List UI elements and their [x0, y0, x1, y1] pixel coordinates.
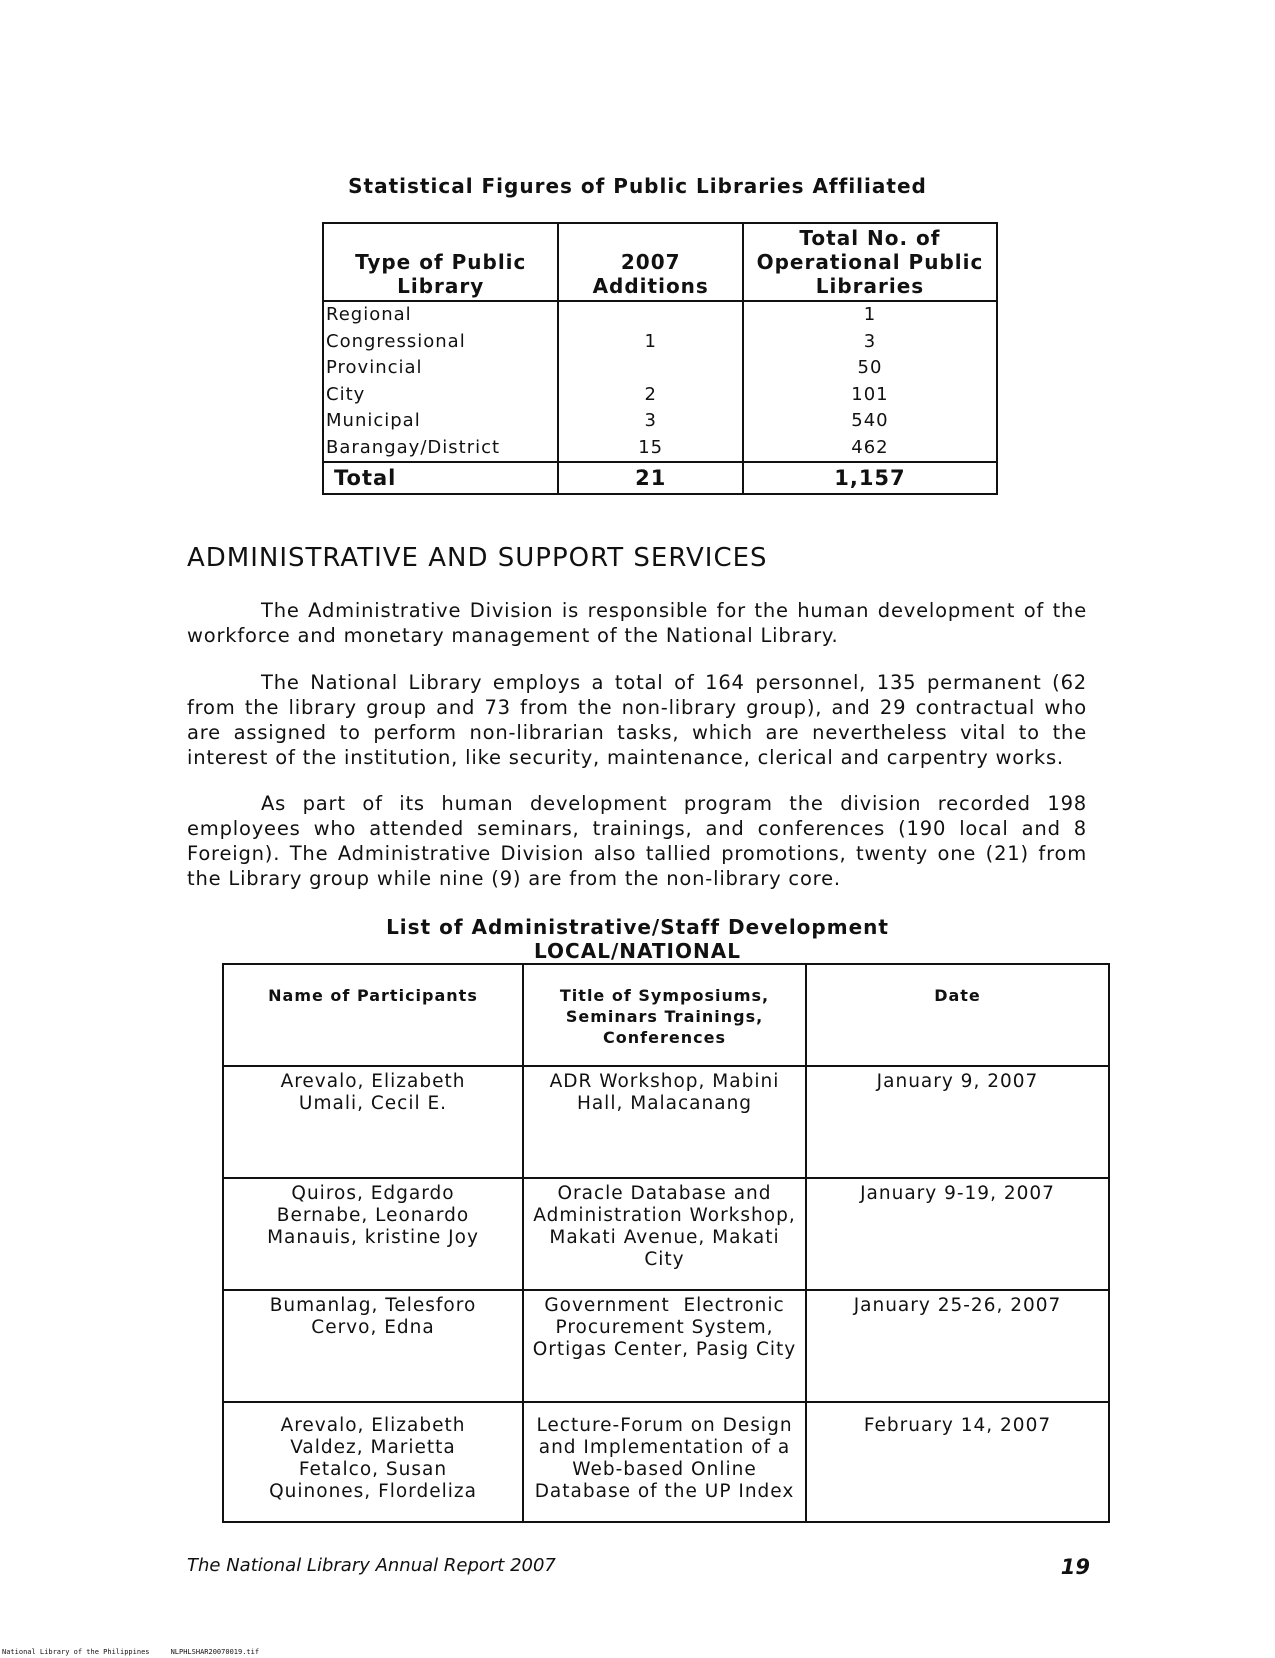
staff-cell-title: Lecture-Forum on Design and Implementation of a Web-based Online Database of the UP Index [523, 1402, 806, 1522]
stats-cell-total: 50 [743, 355, 997, 382]
stats-total-total: 1,157 [743, 462, 997, 494]
stats-total-row [323, 462, 997, 494]
table-row [323, 355, 997, 382]
table-row [323, 408, 997, 435]
stats-cell-type: Regional [323, 301, 558, 329]
staff-table-subtitle: LOCAL/NATIONAL [534, 939, 741, 963]
staff-table [222, 963, 1110, 1523]
staff-cell-title: Oracle Database and Administration Workshop, Makati Avenue, Makati City [523, 1178, 806, 1290]
staff-cell-title: Government Electronic Procurement System, Ortigas Center, Pasig City [523, 1290, 806, 1402]
staff-table-title [0, 915, 1275, 963]
stats-cell-total: 101 [743, 382, 997, 409]
table-row [323, 301, 997, 329]
stats-cell-total: 1 [743, 301, 997, 329]
stats-table-title: Statistical Figures of Public Libraries Affiliated [348, 174, 927, 198]
section-heading: ADMINISTRATIVE AND SUPPORT SERVICES [187, 543, 768, 573]
staff-cell-date: February 14, 2007 [806, 1402, 1109, 1522]
scan-tag: National Library of the Philippines NLPHLSHAR20070019.tif [2, 1648, 260, 1656]
staff-cell-title: ADR Workshop, Mabini Hall, Malacanang [523, 1066, 806, 1178]
stats-cell-total: 462 [743, 435, 997, 463]
table-row [223, 1066, 1109, 1178]
table-row [223, 1290, 1109, 1402]
paragraph: The Administrative Division is responsible for the human development of the workforce and monetary management of the National Library. [187, 599, 1087, 647]
stats-cell-type: Municipal [323, 408, 558, 435]
staff-header-title: Title of Symposiums, Seminars Trainings, Conferences [523, 964, 806, 1066]
paragraph: As part of its human development program the division recorded 198 employees who attended seminars, trainings, and conferences (190 local and 8 Foreign). The Administrative Division also tallied promotions, twenty one (21) from the Library group while nine (9) are from the non-library core. [187, 792, 1087, 890]
stats-cell-additions [558, 301, 742, 329]
stats-cell-type: Barangay/District [323, 435, 558, 463]
table-row [323, 435, 997, 463]
stats-table [322, 222, 998, 495]
stats-header-total: Total No. of Operational Public Libraries [743, 223, 997, 301]
stats-cell-type: City [323, 382, 558, 409]
table-row [323, 329, 997, 356]
staff-header-participants: Name of Participants [223, 964, 523, 1066]
report-title: The National Library Annual Report 2007 [187, 1555, 556, 1576]
table-row [223, 1178, 1109, 1290]
stats-cell-total: 3 [743, 329, 997, 356]
table-row [223, 1402, 1109, 1522]
stats-cell-additions [558, 355, 742, 382]
stats-cell-additions: 15 [558, 435, 742, 463]
page-number: 19 [1060, 1555, 1090, 1579]
stats-header-type: Type of Public Library [323, 223, 558, 301]
staff-table-title-line: List of Administrative/Staff Development [386, 915, 889, 939]
staff-cell-date: January 9, 2007 [806, 1066, 1109, 1178]
staff-cell-date: January 25-26, 2007 [806, 1290, 1109, 1402]
stats-cell-total: 540 [743, 408, 997, 435]
staff-cell-date: January 9-19, 2007 [806, 1178, 1109, 1290]
staff-cell-participants: Arevalo, Elizabeth Umali, Cecil E. [223, 1066, 523, 1178]
stats-cell-additions: 2 [558, 382, 742, 409]
stats-cell-additions: 1 [558, 329, 742, 356]
stats-header-additions: 2007 Additions [558, 223, 742, 301]
staff-header-date: Date [806, 964, 1109, 1066]
staff-cell-participants: Arevalo, Elizabeth Valdez, Marietta Fetalco, Susan Quinones, Flordeliza [223, 1402, 523, 1522]
stats-total-label: Total [323, 462, 558, 494]
stats-cell-additions: 3 [558, 408, 742, 435]
stats-cell-type: Provincial [323, 355, 558, 382]
staff-cell-participants: Quiros, Edgardo Bernabe, Leonardo Manauis, kristine Joy [223, 1178, 523, 1290]
table-row [323, 382, 997, 409]
staff-cell-participants: Bumanlag, Telesforo Cervo, Edna [223, 1290, 523, 1402]
stats-total-additions: 21 [558, 462, 742, 494]
paragraph: The National Library employs a total of 164 personnel, 135 permanent (62 from the library group and 73 from the non-library group), and 29 contractual who are assigned to perform non-librarian tasks, which are nevertheless vital to the interest of the institution, like security, maintenance, clerical and carpentry works. [187, 671, 1087, 769]
stats-cell-type: Congressional [323, 329, 558, 356]
